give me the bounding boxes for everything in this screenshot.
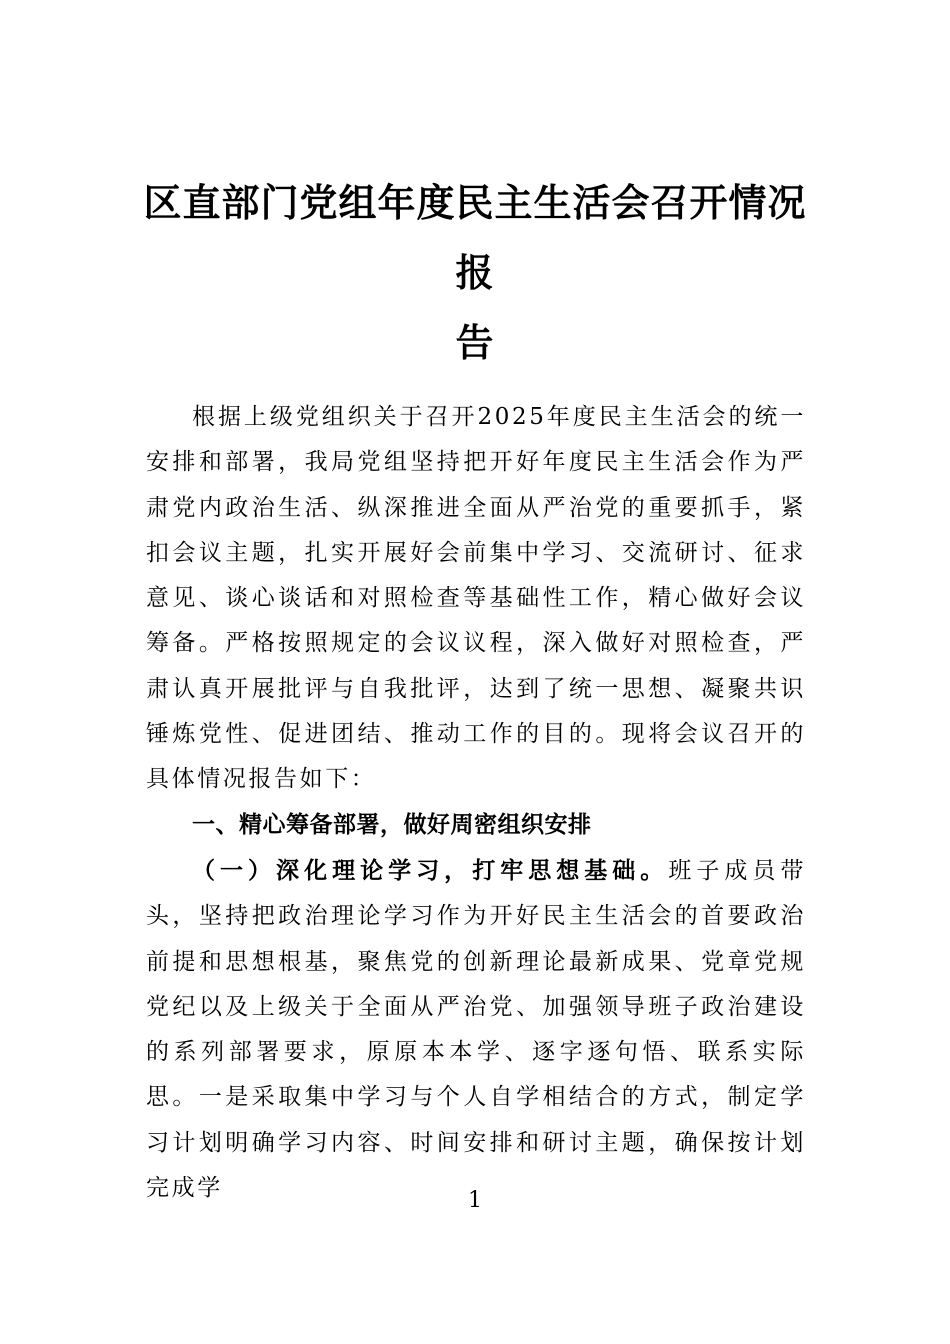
section-heading-1: 一、精心筹备部署，做好周密组织安排 bbox=[192, 811, 592, 838]
page-number: 1 bbox=[468, 1188, 482, 1213]
document-body bbox=[146, 395, 806, 1211]
document-title bbox=[140, 168, 810, 378]
subsection-paragraph-1 bbox=[146, 848, 806, 1211]
title-line-2: 告 bbox=[455, 320, 495, 365]
title-line-1: 区直部门党组年度民主生活会召开情况报 bbox=[143, 180, 807, 295]
subsection-lead-1: （一）深化理论学习，打牢思想基础。 bbox=[192, 856, 669, 884]
intro-paragraph: 根据上级党组织关于召开2025年度民主生活会的统一安排和部署，我局党组坚持把开好年度民主生活会作为严肃党内政治生活、纵深推进全面从严治党的重要抓手，紧扣会议主题，扎实开展好会前集中学习、交流研讨、征求意见、谈心谈话和对照检查等基础性工作，精心做好会议筹备。严格按照规定的会议议程，深入做好对照检查，严肃认真开展批评与自我批评，达到了统一思想、凝聚共识锤炼党性、促进团结、推动工作的目的。现将会议召开的具体情况报告如下： bbox=[146, 404, 806, 793]
subsection-text-1: 班子成员带头，坚持把政治理论学习作为开好民主生活会的首要政治前提和思想根基，聚焦党的创新理论最新成果、党章党规党纪以及上级关于全面从严治党、加强领导班子政治建设的系列部署要求，原原本本学、逐字逐句悟、联系实际思。一是采取集中学习与个人自学相结合的方式，制定学习计划明确学习内容、时间安排和研讨主题，确保按计划完成学 bbox=[146, 857, 807, 1202]
